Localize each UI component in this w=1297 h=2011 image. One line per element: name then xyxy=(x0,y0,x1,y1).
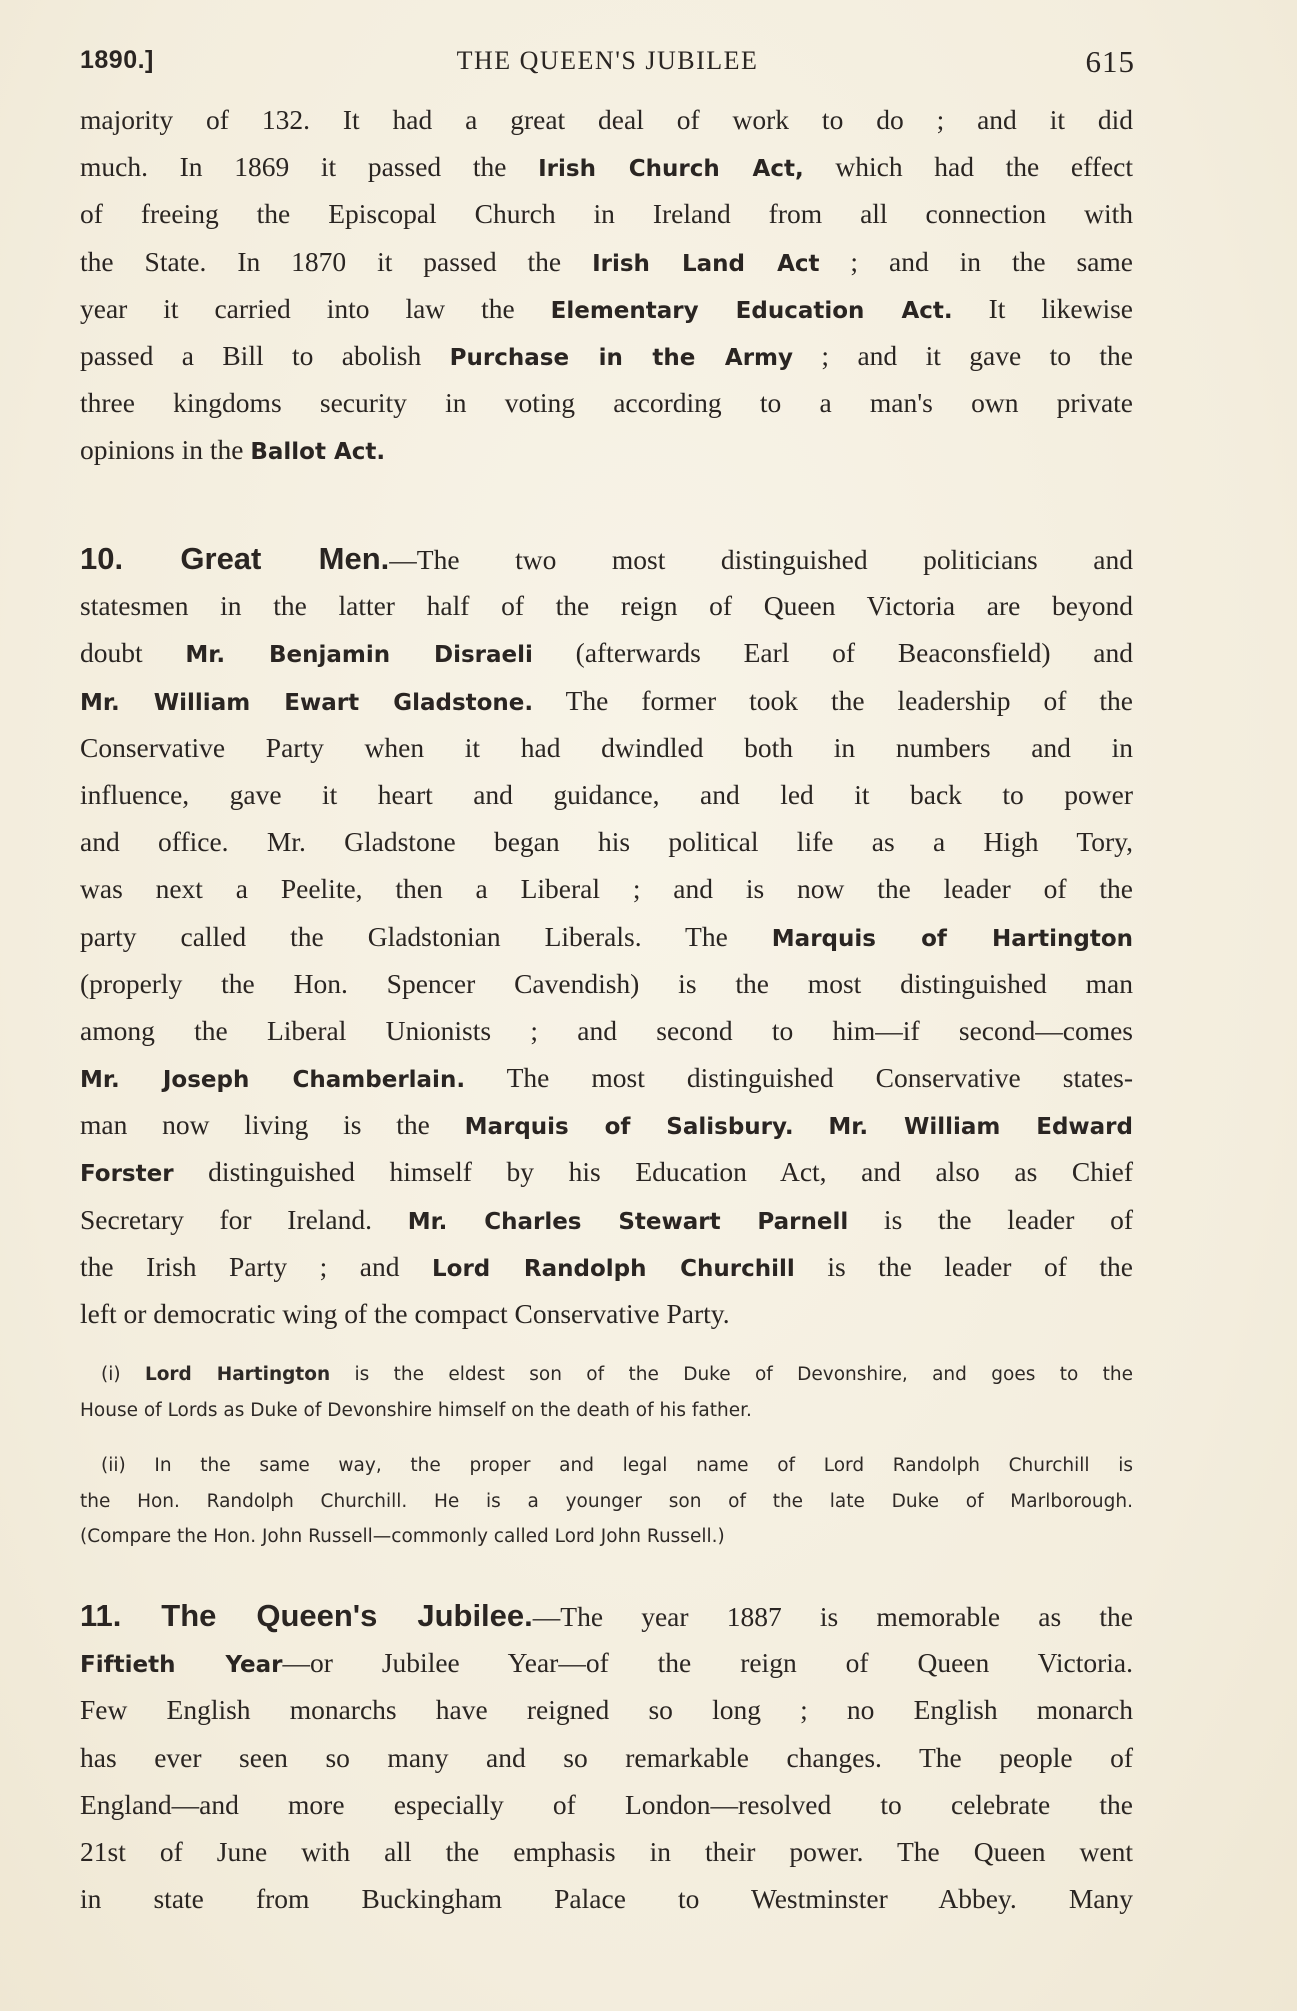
text-line: among the Liberal Unionists ; and second to him—if second—comes xyxy=(80,1014,1133,1046)
name-forster: Mr. William Edward xyxy=(828,1114,1133,1141)
text-line: Conservative Party when it had dwindled both in numbers and in xyxy=(80,731,1133,763)
name-forster-cont: Forster xyxy=(80,1161,174,1188)
term-fiftieth-year: Fiftieth Year xyxy=(80,1652,283,1679)
note-line: (i) Lord Hartington is the eldest son of the Duke of Devonshire, and goes to the xyxy=(101,1364,1133,1385)
paragraph-parliament xyxy=(80,96,1133,474)
text-line: Forster distinguished himself by his Education Act, and also as Chief xyxy=(80,1156,1133,1188)
name-hartington: Marquis of Hartington xyxy=(771,925,1134,952)
note-name-hartington: Lord Hartington xyxy=(144,1364,331,1385)
name-parnell: Mr. Charles Stewart Parnell xyxy=(407,1208,849,1235)
text-line: of freeing the Episcopal Church in Ireland from all connection with xyxy=(80,198,1133,230)
text-line: 21st of June with all the emphasis in their power. The Queen went xyxy=(80,1835,1133,1867)
text-line: opinions in the Ballot Act. xyxy=(80,434,386,466)
text-line: (properly the Hon. Spencer Cavendish) is the most distinguished man xyxy=(80,967,1133,999)
term-ballot-act: Ballot Act. xyxy=(250,439,386,466)
text-line: was next a Peelite, then a Liberal ; and is now the leader of the xyxy=(80,873,1133,905)
section-queens-jubilee xyxy=(80,1592,1133,1922)
note-line: (ii) In the same way, the proper and legal name of Lord Randolph Churchill is xyxy=(101,1455,1133,1476)
text-line: 11. The Queen's Jubilee.—The year 1887 is memorable as the xyxy=(80,1598,1133,1633)
text-line: has ever seen so many and so remarkable changes. The people of xyxy=(80,1741,1133,1773)
text-line: doubt Mr. Benjamin Disraeli (afterwards Earl of Beaconsfield) and xyxy=(80,637,1134,669)
term-purchase-in-army: Purchase in the Army xyxy=(449,344,793,371)
name-salisbury: Marquis of Salisbury. xyxy=(464,1114,794,1141)
header-year: 1890.] xyxy=(80,46,154,74)
note-line: (Compare the Hon. John Russell—commonly called Lord John Russell.) xyxy=(80,1526,725,1547)
text-line: the State. In 1870 it passed the Irish Land Act ; and in the same xyxy=(80,245,1133,277)
section-heading-jubilee: 11. The Queen's Jubilee. xyxy=(80,1598,533,1633)
text-line: England—and more especially of London—resolved to celebrate the xyxy=(80,1788,1133,1820)
term-irish-land-act: Irish Land Act xyxy=(592,250,820,277)
text-line: Fiftieth Year—or Jubilee Year—of the reign of Queen Victoria. xyxy=(80,1647,1133,1679)
term-irish-church-act: Irish Church Act, xyxy=(538,156,804,183)
name-gladstone: Mr. William Ewart Gladstone. xyxy=(80,689,534,716)
text-line: the Irish Party ; and Lord Randolph Churchill is the leader of the xyxy=(80,1250,1134,1282)
section-heading-great-men: 10. Great Men. xyxy=(80,541,390,576)
name-churchill: Lord Randolph Churchill xyxy=(432,1255,795,1282)
text-line: majority of 132. It had a great deal of work to do ; and it did xyxy=(80,104,1133,135)
text-line: passed a Bill to abolish Purchase in the Army ; and it gave to the xyxy=(80,339,1133,371)
term-elementary-education-act: Elementary Education Act. xyxy=(550,297,953,324)
note-line: House of Lords as Duke of Devonshire himself on the death of his father. xyxy=(80,1399,752,1421)
running-header xyxy=(80,42,1135,82)
text-line: in state from Buckingham Palace to Westminster Abbey. Many xyxy=(80,1883,1133,1915)
text-line: Secretary for Ireland. Mr. Charles Stewart Parnell is the leader of xyxy=(80,1203,1134,1235)
text-line: Mr. William Ewart Gladstone. The former took the leadership of the xyxy=(80,684,1133,716)
text-line: and office. Mr. Gladstone began his political life as a High Tory, xyxy=(80,826,1133,858)
name-disraeli: Mr. Benjamin Disraeli xyxy=(185,642,533,669)
text-line: left or democratic wing of the compact Conservative Party. xyxy=(80,1298,730,1329)
text-line: 10. Great Men.—The two most distinguished politicians and xyxy=(80,541,1133,576)
text-line: statesmen in the latter half of the reign of Queen Victoria are beyond xyxy=(80,590,1133,622)
text-line: much. In 1869 it passed the Irish Church Act, which had the effect xyxy=(80,151,1133,183)
text-line: Few English monarchs have reigned so long ; no English monarch xyxy=(80,1694,1133,1726)
footnotes xyxy=(80,1357,1133,1555)
text-line: Mr. Joseph Chamberlain. The most distinguished Conservative states- xyxy=(80,1062,1134,1094)
text-line: man now living is the Marquis of Salisbury. Mr. William Edward xyxy=(80,1109,1133,1141)
header-title: THE QUEEN'S JUBILEE xyxy=(456,46,759,75)
page-number: 615 xyxy=(1085,44,1135,79)
text-line: party called the Gladstonian Liberals. The Marquis of Hartington xyxy=(80,920,1134,952)
note-line: the Hon. Randolph Churchill. He is a younger son of the late Duke of Marlborough. xyxy=(80,1490,1133,1512)
text-line: year it carried into law the Elementary Education Act. It likewise xyxy=(80,292,1133,324)
text-line: influence, gave it heart and guidance, and led it back to power xyxy=(80,778,1133,810)
text-line: three kingdoms security in voting according to a man's own private xyxy=(80,387,1133,419)
section-great-men xyxy=(80,535,1133,1337)
name-chamberlain: Mr. Joseph Chamberlain. xyxy=(80,1067,466,1094)
